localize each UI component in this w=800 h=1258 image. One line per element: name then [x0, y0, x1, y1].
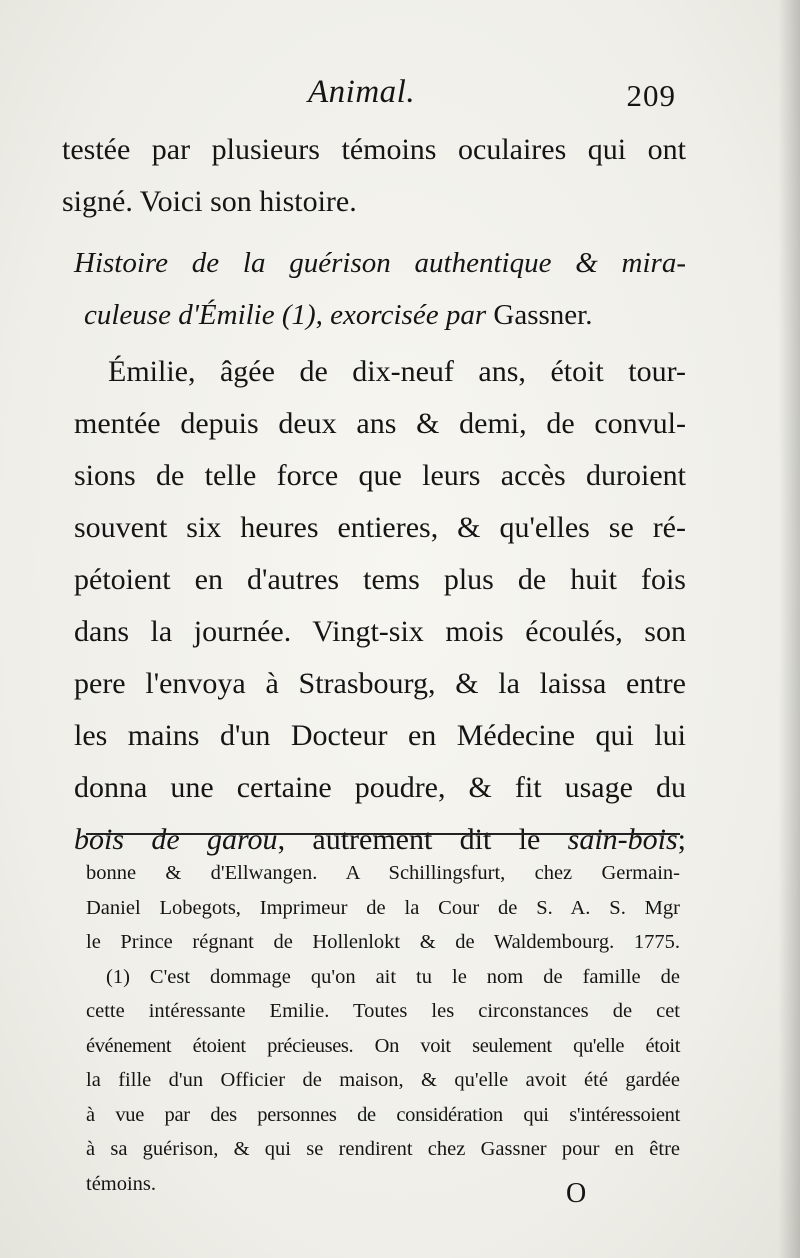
paragraph-line: les mains d'un Docteur en Médecine qui lui: [74, 719, 686, 752]
section-heading: [74, 236, 686, 340]
footnote-divider: [86, 833, 680, 835]
signature-mark: O: [566, 1178, 587, 1209]
paragraph-line: mentée depuis deux ans & demi, de convul-: [74, 407, 686, 440]
footnote-line: à sa guérison, & qui se rendirent chez Gassner pour en être: [86, 1138, 680, 1160]
paragraph-line: Émilie, âgée de dix-neuf ans, étoit tour-: [108, 355, 686, 388]
page-edge-shadow: [778, 0, 800, 1258]
heading-line: [74, 288, 686, 340]
footnote-line: événement étoient précieuses. On voit seulement qu'elle étoit: [86, 1034, 680, 1057]
paragraph-line: dans la journée. Vingt-six mois écoulés, son: [74, 615, 686, 648]
paragraph-line: pere l'envoya à Strasbourg, & la laissa entre: [74, 667, 686, 700]
footnote-line: Daniel Lobegots, Imprimeur de la Cour de S. A. S. Mgr: [86, 896, 680, 919]
italic-term: bois de garou: [74, 823, 278, 856]
footnote-line: à vue par des personnes de considération qui s'intéressoient: [86, 1103, 680, 1126]
running-title: Animal.: [308, 74, 416, 110]
footnotes: [86, 856, 680, 1201]
footnote-line: la fille d'un Officier de maison, & qu'elle avoit été gardée: [86, 1069, 680, 1091]
footnote-line: (1) C'est dommage qu'on ait tu le nom de famille de: [106, 965, 680, 988]
page-number: 209: [626, 78, 676, 113]
heading-italic-part: culeuse d'Émilie (1), exorcisée par: [84, 299, 494, 331]
paragraph-line: souvent six heures entieres, & qu'elles se ré-: [74, 511, 686, 544]
footnote-line: témoins.: [86, 1172, 157, 1195]
heading-author-name: Gassner.: [493, 299, 593, 331]
text-fragment: , autrement dit le: [277, 823, 568, 856]
footnote-line: le Prince régnant de Hollenlokt & de Waldembourg. 1775.: [86, 931, 680, 953]
continued-text: [62, 124, 686, 228]
heading-line: Histoire de la guérison authentique & mira-: [74, 247, 686, 279]
text-line: signé. Voici son histoire.: [62, 185, 357, 218]
footnote-line: bonne & d'Ellwangen. A Schillingsfurt, chez Germain-: [86, 862, 680, 884]
paragraph-line: pétoient en d'autres tems plus de huit fois: [74, 563, 686, 596]
main-paragraph: [74, 346, 686, 866]
text-fragment: ;: [677, 823, 687, 856]
text-line: testée par plusieurs témoins oculaires qui ont: [62, 133, 686, 166]
italic-term: sain-bois: [567, 823, 678, 856]
paragraph-line: sions de telle force que leurs accès duroient: [74, 459, 686, 492]
paragraph-line: donna une certaine poudre, & fit usage du: [74, 771, 686, 804]
footnote-line: cette intéressante Emilie. Toutes les circonstances de cet: [86, 1000, 680, 1022]
page-header: [76, 68, 676, 118]
